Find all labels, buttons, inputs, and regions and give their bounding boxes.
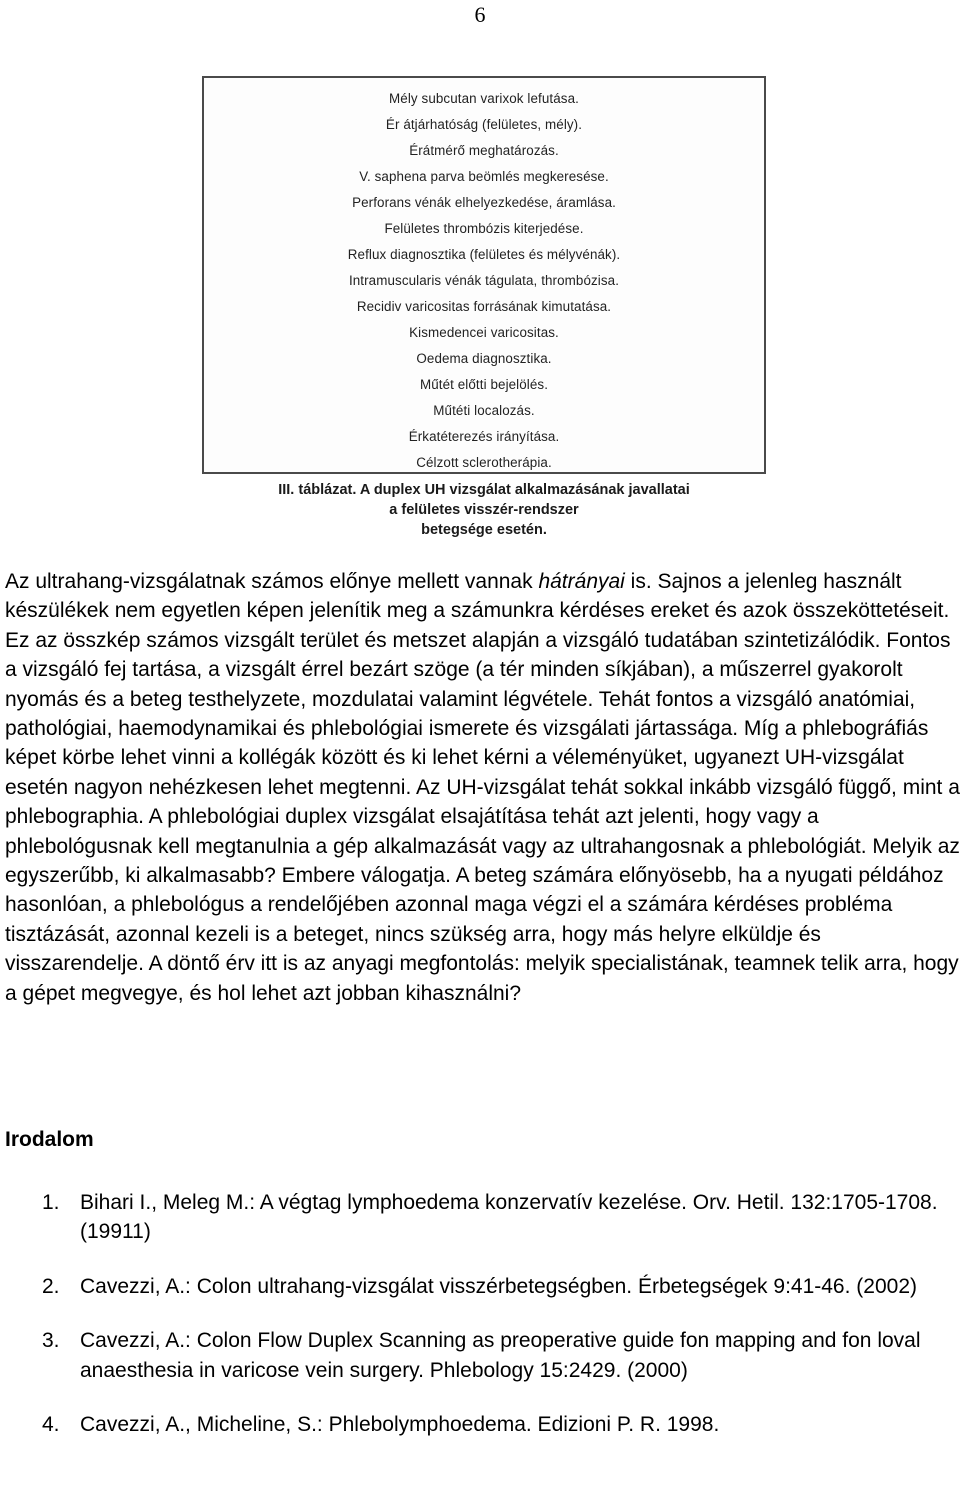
figure-list-item: Mély subcutan varixok lefutása. bbox=[389, 91, 579, 106]
reference-text: Cavezzi, A.: Colon Flow Duplex Scanning as preoperative guide fon mapping and fon loval anaesthesia in varicose vein surgery. Phlebology 15:2429. (2000) bbox=[80, 1329, 921, 1382]
figure-indication-list bbox=[204, 78, 764, 476]
references-heading: Irodalom bbox=[5, 1128, 94, 1151]
figure-caption bbox=[202, 480, 766, 540]
body-paragraph bbox=[5, 567, 960, 1008]
figure-list-item: Célzott sclerotherápia. bbox=[416, 455, 552, 470]
figure-list-item: Perforans vénák elhelyezkedése, áramlása. bbox=[352, 195, 616, 210]
references-list bbox=[0, 1188, 960, 1464]
figure-list-item: Recidiv varicositas forrásának kimutatása. bbox=[356, 299, 612, 314]
page-number: 6 bbox=[474, 2, 486, 27]
reference-item bbox=[0, 1188, 960, 1247]
figure-list-item: Felületes thrombózis kiterjedése. bbox=[384, 221, 584, 236]
figure-caption-line: III. táblázat. A duplex UH vizsgálat alkalmazásának javallatai bbox=[278, 482, 690, 498]
figure-list-item: Érkatéterezés irányítása. bbox=[408, 429, 560, 444]
figure-list-item: Intramuscularis vénák tágulata, thrombózisa. bbox=[348, 273, 620, 288]
reference-item bbox=[0, 1272, 960, 1301]
reference-number: 1. bbox=[42, 1191, 60, 1214]
figure-caption-line: a felületes visszér-rendszer bbox=[389, 502, 579, 518]
figure-caption-line: betegsége esetén. bbox=[421, 522, 547, 538]
body-text-rest: is. Sajnos a jelenleg használt készülékek nem egyetlen képen jelenítik meg a számunkra kérdéses ereket és azok összeköttetéseit. Ez az összkép számos vizsgált terület és metszet alapján a vizsgáló tudatában szintetizálódik. Fontos a vizsgáló fej tartása, a vizsgált érrel bezárt szöge (a tér minden síkjában), a műszerrel gyakorolt nyomás és a beteg testhelyzete, mozdulatai valamint légvétele. Tehát fontos a vizsgáló anatómiai, pathológiai, haemodynamikai és phlebológiai ismerete és vizsgálati jártassága. Míg a phlebográfiás képet körbe lehet vinni a kollégák között és ki lehet kérni a véleményüket, ugyanezt UH-vizsgálat esetén nagyon nehézkesen lehet megtenni. Az UH-vizsgálat tehát sokkal inkább vizsgáló függő, mint a phlebographia. A phlebológiai duplex vizsgálat elsajátítása tehát azt jelenti, hogy vagy a phlebológusnak kell megtanulnia a gép alkalmazását vagy az ultrahangosnak a phlebológiát. Melyik az egyszerűbb, ki alkalmasabb? Embere válogatja. A beteg számára előnyösebb, ha a nyugati példához hasonlóan, a phlebológus a rendelőjében azonnal maga végzi el a számára kérdéses probléma tisztázását, azonnal kezeli is a beteget, nincs szükség arra, hogy más helyre elküldje és visszarendelje. A döntő érv itt is az anyagi megfontolás: melyik specialistának, teamnek telik arra, hogy a gépet megvegye, és hol lehet azt jobban kihasználni? bbox=[5, 570, 960, 1005]
figure-list-item: Reflux diagnosztika (felületes és mélyvénák). bbox=[347, 247, 621, 262]
reference-text: Bihari I., Meleg M.: A végtag lymphoedema konzervatív kezelése. Orv. Hetil. 132:1705-1708. (19911) bbox=[80, 1191, 938, 1244]
figure-list-item: V. saphena parva beömlés megkeresése. bbox=[359, 169, 609, 184]
figure-list-item: Kismedencei varicositas. bbox=[409, 325, 559, 340]
body-text-italic: hátrányai bbox=[538, 570, 625, 593]
figure-table-image bbox=[202, 76, 766, 474]
reference-item bbox=[0, 1326, 960, 1385]
reference-number: 2. bbox=[42, 1274, 60, 1298]
figure-list-item: Műtét előtti bejelölés. bbox=[419, 377, 549, 392]
figure-list-item: Érátmérő meghatározás. bbox=[409, 143, 559, 158]
reference-text: Cavezzi, A., Micheline, S.: Phlebolymphoedema. Edizioni P. R. 1998. bbox=[80, 1413, 720, 1437]
reference-text: Cavezzi, A.: Colon ultrahang-vizsgálat visszérbetegségben. Érbetegségek 9:41-46. (2002) bbox=[80, 1274, 917, 1298]
reference-number: 3. bbox=[42, 1329, 60, 1353]
figure-list-item: Oedema diagnosztika. bbox=[416, 351, 552, 366]
reference-item bbox=[0, 1410, 960, 1439]
figure-list-item: Műtéti localozás. bbox=[433, 403, 535, 418]
figure-list-item: Ér átjárhatóság (felületes, mély). bbox=[385, 117, 583, 132]
reference-number: 4. bbox=[42, 1413, 60, 1437]
body-text-start: Az ultrahang-vizsgálatnak számos előnye mellett vannak bbox=[5, 570, 539, 593]
